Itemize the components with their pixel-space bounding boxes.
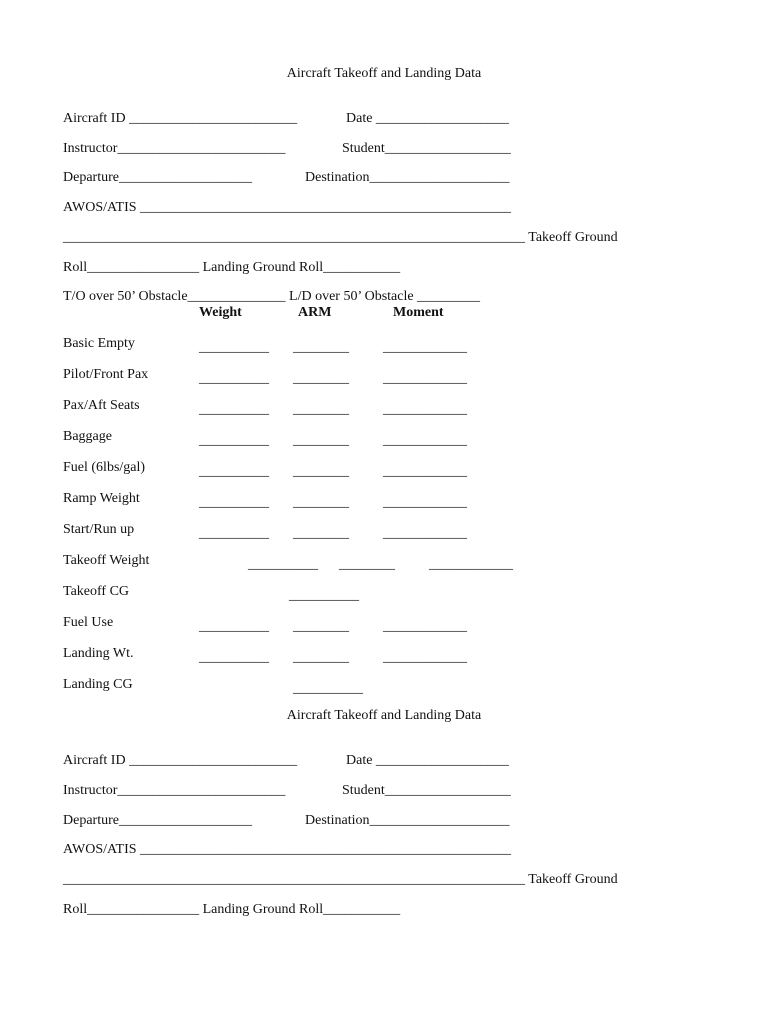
arm-field[interactable]: ________: [293, 464, 349, 479]
landing-cg-field[interactable]: __________: [293, 681, 363, 696]
takeoff-cg-field[interactable]: __________: [289, 588, 359, 603]
weight-field[interactable]: __________: [199, 526, 269, 541]
arm-field[interactable]: ________: [293, 619, 349, 634]
awos-atis-field[interactable]: AWOS/ATIS _____________________________________________________: [63, 842, 512, 857]
moment-field[interactable]: ____________: [383, 495, 467, 510]
wb-row-label: Baggage: [63, 429, 112, 444]
form-title: Aircraft Takeoff and Landing Data: [286, 66, 482, 81]
form-title: Aircraft Takeoff and Landing Data: [286, 708, 482, 723]
departure-field[interactable]: Departure___________________: [63, 170, 252, 185]
weight-field[interactable]: __________: [248, 557, 318, 572]
arm-header: ARM: [298, 305, 332, 320]
instructor-field[interactable]: Instructor________________________: [63, 783, 286, 798]
aircraft-id-field[interactable]: Aircraft ID ________________________: [63, 111, 298, 126]
wb-row-label: Basic Empty: [63, 336, 135, 351]
weight-field[interactable]: __________: [199, 433, 269, 448]
moment-field[interactable]: ____________: [429, 557, 513, 572]
wb-row-label: Takeoff CG: [63, 584, 130, 599]
destination-field[interactable]: Destination____________________: [305, 170, 510, 185]
arm-field[interactable]: ________: [293, 433, 349, 448]
instructor-field[interactable]: Instructor________________________: [63, 141, 286, 156]
moment-field[interactable]: ____________: [383, 526, 467, 541]
weight-header: Weight: [199, 305, 242, 320]
moment-field[interactable]: ____________: [383, 402, 467, 417]
weight-field[interactable]: __________: [199, 464, 269, 479]
weight-field[interactable]: __________: [199, 402, 269, 417]
student-field[interactable]: Student__________________: [342, 141, 511, 156]
wb-row-label: Landing CG: [63, 677, 133, 692]
obstacle-field[interactable]: T/O over 50’ Obstacle______________ L/D over 50’ Obstacle _________: [63, 289, 481, 304]
weight-field[interactable]: __________: [199, 650, 269, 665]
weight-field[interactable]: __________: [199, 619, 269, 634]
moment-header: Moment: [393, 305, 444, 320]
arm-field[interactable]: ________: [293, 371, 349, 386]
moment-field[interactable]: ____________: [383, 340, 467, 355]
departure-field[interactable]: Departure___________________: [63, 813, 252, 828]
destination-field[interactable]: Destination____________________: [305, 813, 510, 828]
wb-row-label: Start/Run up: [63, 522, 135, 537]
weight-field[interactable]: __________: [199, 495, 269, 510]
takeoff-ground-roll-field[interactable]: __________________________________________________________________ Takeoff Ground: [63, 230, 618, 245]
moment-field[interactable]: ____________: [383, 371, 467, 386]
moment-field[interactable]: ____________: [383, 433, 467, 448]
arm-field[interactable]: ________: [339, 557, 395, 572]
landing-ground-roll-field[interactable]: Roll________________ Landing Ground Roll___________: [63, 902, 401, 917]
wb-row-label: Fuel (6lbs/gal): [63, 460, 146, 475]
moment-field[interactable]: ____________: [383, 464, 467, 479]
arm-field[interactable]: ________: [293, 526, 349, 541]
awos-atis-field[interactable]: AWOS/ATIS _____________________________________________________: [63, 200, 512, 215]
wb-row-label: Ramp Weight: [63, 491, 140, 506]
arm-field[interactable]: ________: [293, 402, 349, 417]
takeoff-ground-roll-field[interactable]: __________________________________________________________________ Takeoff Ground: [63, 872, 618, 887]
moment-field[interactable]: ____________: [383, 650, 467, 665]
wb-row-label: Pilot/Front Pax: [63, 367, 149, 382]
arm-field[interactable]: ________: [293, 340, 349, 355]
date-field[interactable]: Date ___________________: [346, 111, 509, 126]
date-field[interactable]: Date ___________________: [346, 753, 509, 768]
wb-row-label: Fuel Use: [63, 615, 114, 630]
weight-field[interactable]: __________: [199, 371, 269, 386]
arm-field[interactable]: ________: [293, 495, 349, 510]
weight-field[interactable]: __________: [199, 340, 269, 355]
landing-ground-roll-field[interactable]: Roll________________ Landing Ground Roll___________: [63, 260, 401, 275]
moment-field[interactable]: ____________: [383, 619, 467, 634]
student-field[interactable]: Student__________________: [342, 783, 511, 798]
aircraft-id-field[interactable]: Aircraft ID ________________________: [63, 753, 298, 768]
wb-row-label: Landing Wt.: [63, 646, 134, 661]
wb-row-label: Pax/Aft Seats: [63, 398, 140, 413]
arm-field[interactable]: ________: [293, 650, 349, 665]
wb-row-label: Takeoff Weight: [63, 553, 150, 568]
